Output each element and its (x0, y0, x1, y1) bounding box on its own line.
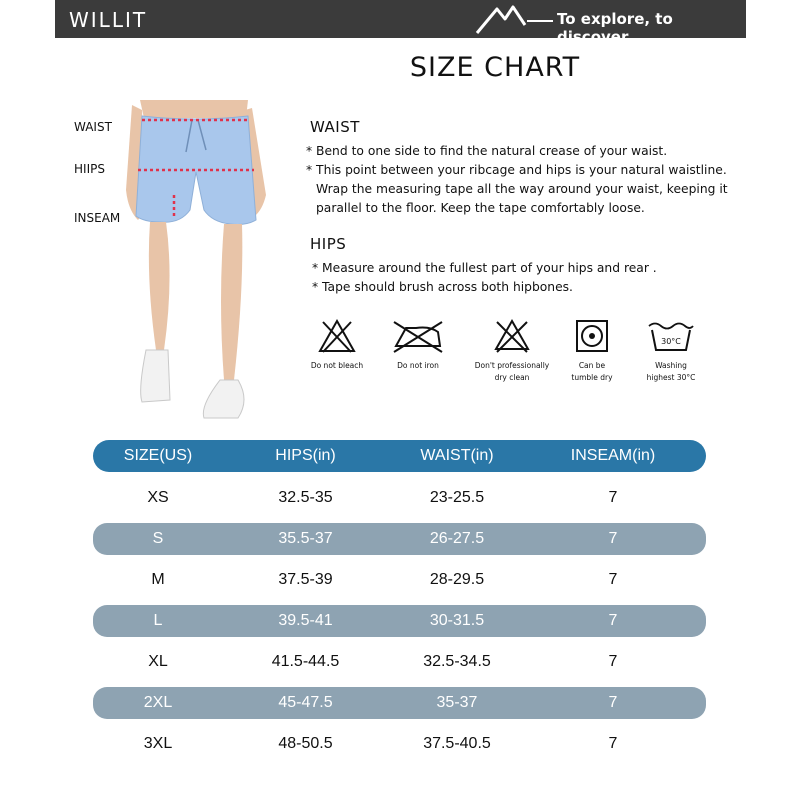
waist-cell: 30-31.5 (429, 612, 485, 629)
do-not-bleach-icon (317, 318, 357, 354)
hips-cell: 35.5-37 (278, 530, 333, 547)
shorts (136, 116, 256, 225)
hips-cell: 48-50.5 (278, 735, 333, 752)
right-shoe (203, 380, 244, 418)
do-not-iron-icon (390, 318, 446, 354)
waist-line-2: * This point between your ribcage and hips is your natural waistline. (306, 163, 727, 177)
hips-cell: 45-47.5 (278, 694, 333, 711)
column-header: WAIST(in) (420, 447, 494, 464)
waist-cell: 35-37 (436, 694, 478, 711)
inseam-cell: 7 (608, 653, 618, 670)
inseam-cell: 7 (608, 530, 618, 547)
brand-logo: WILLIT (69, 8, 148, 32)
waist-cell: 32.5-34.5 (423, 653, 491, 670)
size-cell: L (153, 612, 163, 629)
waist-cell: 23-25.5 (429, 489, 485, 506)
care-tumble-dry (547, 318, 637, 384)
right-leg (221, 224, 242, 380)
column-header: INSEAM(in) (570, 447, 656, 464)
left-shoe (141, 350, 170, 402)
brand-header (55, 0, 746, 46)
hips-cell: 32.5-35 (278, 489, 333, 506)
hips-cell: 37.5-39 (278, 571, 333, 588)
care-do-not-iron (373, 318, 463, 372)
table-row (93, 687, 706, 719)
left-leg (149, 222, 170, 350)
figure-label-hips: HIIPS (74, 162, 105, 176)
hips-heading: HIPS (310, 235, 347, 253)
waist-line-3: Wrap the measuring tape all the way around your waist, keeping it (316, 182, 728, 196)
waist-instructions (306, 142, 726, 218)
hips-cell: 39.5-41 (278, 612, 333, 629)
hips-instructions (312, 259, 732, 297)
figure-label-inseam: INSEAM (74, 211, 121, 225)
table-row (93, 564, 706, 596)
waist-cell: 26-27.5 (429, 530, 485, 547)
waist-heading: WAIST (310, 118, 360, 136)
care-label: Washing highest 30°C (646, 361, 696, 382)
inseam-cell: 7 (608, 694, 618, 711)
inseam-cell: 7 (608, 612, 618, 629)
tumble-dry-icon (574, 318, 610, 354)
care-do-not-dry-clean (467, 318, 557, 384)
size-cell: M (151, 571, 165, 588)
care-do-not-bleach (292, 318, 382, 372)
waist-line-4: parallel to the floor. Keep the tape comfortably loose. (316, 201, 645, 215)
care-label: Do not iron (397, 361, 439, 370)
column-header: SIZE(US) (123, 447, 193, 464)
table-header (93, 440, 706, 472)
figure-label-waist: WAIST (74, 120, 112, 134)
table-row (93, 605, 706, 637)
hips-cell: 41.5-44.5 (271, 653, 340, 670)
size-cell: 2XL (143, 694, 173, 711)
care-label: Can be tumble dry (571, 361, 613, 382)
waist-cell: 37.5-40.5 (423, 735, 491, 752)
hips-line-2: * Tape should brush across both hipbones. (312, 280, 573, 294)
size-cell: XS (147, 489, 169, 506)
brand-tagline: To explore, to discover (557, 10, 673, 46)
size-cell: S (152, 530, 164, 547)
table-row (93, 482, 706, 514)
care-label: Don't professionally dry clean (474, 361, 550, 382)
wash-30-icon (646, 318, 696, 354)
model-figure (120, 100, 280, 430)
mountain-logo-icon (475, 3, 555, 35)
column-header: HIPS(in) (275, 447, 336, 464)
inseam-cell: 7 (608, 489, 618, 506)
inseam-cell: 7 (608, 735, 618, 752)
care-label: Do not bleach (310, 361, 364, 370)
size-cell: 3XL (143, 735, 173, 752)
table-row (93, 523, 706, 555)
page-title: SIZE CHART (409, 52, 581, 83)
hips-line-1: * Measure around the fullest part of your hips and rear . (312, 261, 657, 275)
wash-temperature: 30°C (661, 337, 681, 346)
torso (140, 100, 248, 118)
waist-cell: 28-29.5 (429, 571, 485, 588)
waist-line-1: * Bend to one side to find the natural crease of your waist. (306, 144, 668, 158)
care-wash-30 (626, 318, 716, 384)
do-not-dry-clean-icon (492, 318, 532, 354)
table-row (93, 646, 706, 678)
size-cell: XL (148, 653, 168, 670)
table-row (93, 728, 706, 760)
inseam-cell: 7 (608, 571, 618, 588)
